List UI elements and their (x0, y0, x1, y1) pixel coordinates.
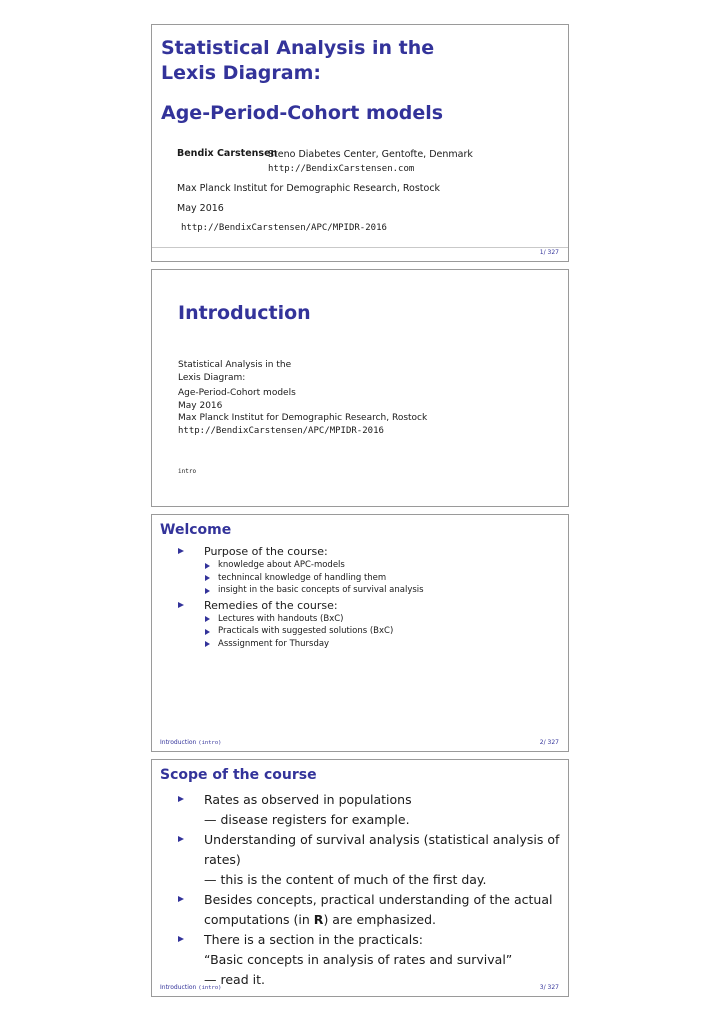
bullet-triangle-icon (205, 641, 210, 647)
list-item-text: Purpose of the course: (204, 545, 328, 558)
bullet-triangle-icon (178, 548, 184, 554)
footer-section-name: Introduction (160, 984, 197, 991)
author-affiliation (268, 148, 473, 176)
sub-list-item (204, 613, 424, 626)
list-item (178, 790, 568, 830)
bullet-triangle-icon (178, 602, 184, 608)
bullet-triangle-icon (205, 563, 210, 569)
affiliation-text: Steno Diabetes Center, Gentofte, Denmark (268, 149, 473, 160)
slide-scope (151, 759, 569, 997)
section-info (178, 359, 427, 437)
page-number: 1/ 327 (539, 249, 559, 256)
page-number: 2/ 327 (539, 739, 559, 746)
page-number: 3/ 327 (539, 984, 559, 991)
bullet-triangle-icon (205, 588, 210, 594)
list-item (178, 544, 424, 597)
sub-list-item (204, 625, 424, 638)
bullet-list (178, 790, 568, 990)
title-line-2: Lexis Diagram: (161, 62, 321, 84)
footer-section (160, 984, 221, 991)
list-item (178, 830, 568, 890)
institute: Max Planck Institut for Demographic Research, Rostock (177, 183, 441, 194)
info-url: http://BendixCarstensen/APC/MPIDR-2016 (178, 425, 384, 436)
sub-list-item-text: technincal knowledge of handling them (218, 572, 387, 583)
divider (152, 247, 568, 248)
sub-list-item-text: Practicals with suggested solutions (BxC) (218, 626, 394, 636)
bullet-triangle-icon (178, 836, 184, 842)
bullet-triangle-icon (205, 575, 210, 581)
sub-list-item-text: insight in the basic concepts of survival analysis (218, 585, 424, 595)
bullet-triangle-icon (205, 629, 210, 635)
slide-subtitle: Age-Period-Cohort models (161, 102, 444, 124)
info-line: Age-Period-Cohort models (178, 388, 296, 398)
author-name: Bendix Carstensen (177, 148, 278, 159)
footer-tag: (intro) (198, 985, 222, 991)
footer-section (160, 739, 221, 746)
list-item-line: — disease registers for example. (204, 812, 410, 827)
bullet-triangle-icon (178, 896, 184, 902)
section-tag: intro (178, 468, 197, 475)
sub-list-item (204, 572, 424, 585)
sub-list (204, 613, 424, 651)
list-item (178, 598, 424, 651)
footer-section-name: Introduction (160, 739, 197, 746)
list-item-line: There is a section in the practicals: (204, 932, 423, 947)
slide-heading: Scope of the course (160, 767, 317, 783)
list-item-line: Besides concepts, practical understanding of the actual (204, 892, 553, 907)
sub-list-item (204, 584, 424, 597)
bullet-triangle-icon (178, 936, 184, 942)
info-line: Max Planck Institut for Demographic Research, Rostock (178, 413, 428, 423)
list-item (178, 890, 568, 930)
sub-list-item-text: Lectures with handouts (BxC) (218, 613, 344, 624)
section-title: Introduction (178, 302, 311, 324)
bullet-list (178, 544, 424, 651)
list-item-line: Understanding of survival analysis (statistical analysis of rates) (204, 832, 560, 867)
sub-list (204, 559, 424, 597)
info-line: Lexis Diagram: (178, 372, 246, 383)
list-item-line: Rates as observed in populations (204, 792, 412, 807)
title-line-1: Statistical Analysis in the (161, 37, 435, 59)
course-url: http://BendixCarstensen/APC/MPIDR-2016 (181, 223, 387, 233)
footer-tag: (intro) (198, 740, 222, 746)
sub-list-item-text: knowledge about APC-models (218, 560, 345, 570)
sub-list-item-text: Asssignment for Thursday (218, 638, 330, 649)
r-language-bold: R (313, 912, 324, 927)
list-item-line: “Basic concepts in analysis of rates and survival” (204, 952, 513, 967)
sub-list-item (204, 638, 424, 651)
list-item-line (204, 910, 568, 930)
bullet-triangle-icon (205, 616, 210, 622)
slide-heading: Welcome (160, 522, 232, 538)
slide-title (151, 24, 569, 262)
sub-list-item (204, 559, 424, 572)
info-line: Statistical Analysis in the (178, 360, 292, 370)
author-url: http://BendixCarstensen.com (268, 164, 415, 174)
list-item-line: — this is the content of much of the first day. (204, 872, 487, 887)
slide-title-heading (161, 36, 434, 86)
date: May 2016 (177, 203, 224, 214)
info-line: May 2016 (178, 400, 223, 411)
slide-welcome (151, 514, 569, 752)
list-item-line: — read it. (204, 972, 265, 987)
text-fragment: computations (in (204, 912, 314, 927)
bullet-triangle-icon (178, 796, 184, 802)
list-item-text: Remedies of the course: (204, 598, 338, 612)
slide-section-intro (151, 269, 569, 507)
text-fragment: ) are emphasized. (323, 912, 437, 927)
list-item (178, 930, 568, 990)
